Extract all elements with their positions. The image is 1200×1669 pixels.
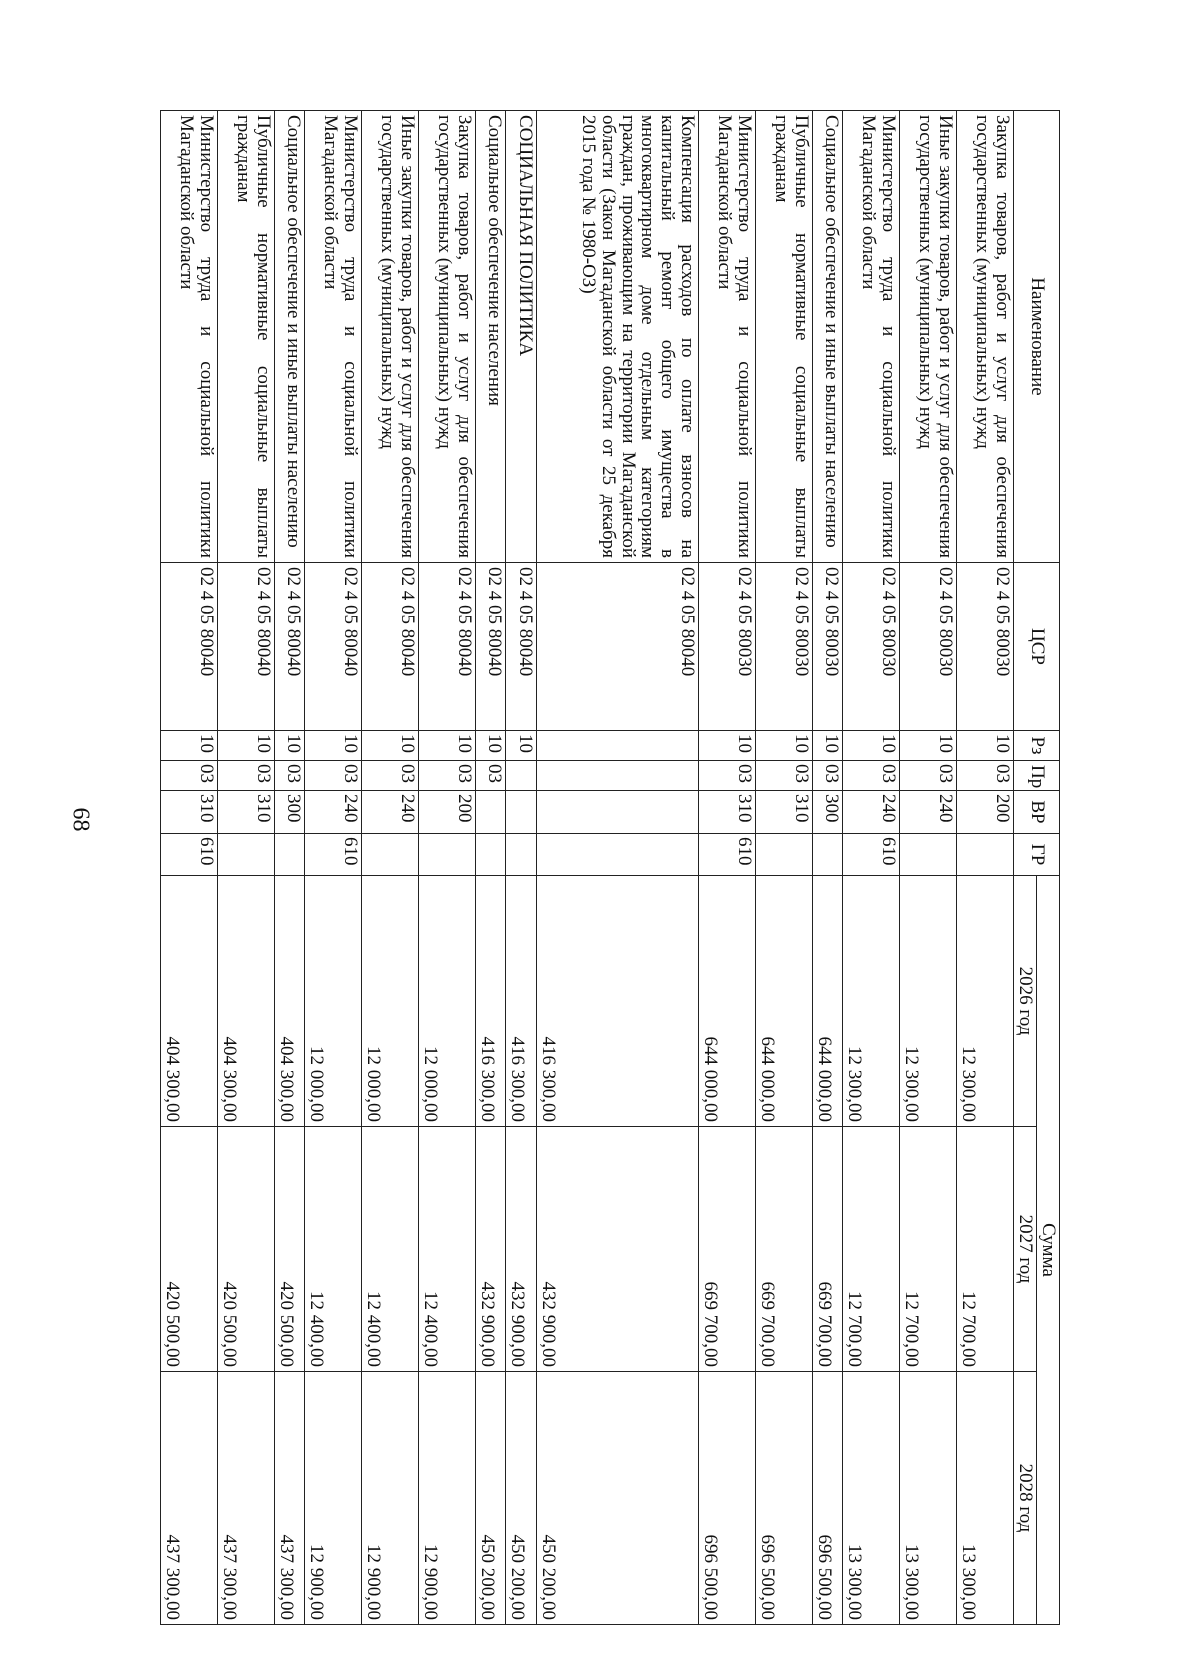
row-gr-cell: [418, 834, 475, 876]
row-2027-cell: 432 900,00: [536, 1127, 699, 1372]
row-pr-cell: 03: [756, 761, 813, 791]
row-pr-cell: 03: [813, 761, 843, 791]
table-row: [506, 111, 536, 1625]
row-csr-cell: 02 4 05 80040: [274, 563, 304, 731]
row-2026-cell: 12 000,00: [418, 876, 475, 1127]
row-2028-cell: 696 500,00: [813, 1372, 843, 1625]
row-name-cell: Министерство труда и социальной политики Магаданской области: [699, 111, 756, 563]
row-name-cell: Министерство труда и социальной политики Магаданской области: [843, 111, 900, 563]
row-gr-cell: [362, 834, 419, 876]
row-2027-cell: 420 500,00: [217, 1127, 274, 1372]
row-2028-cell: 437 300,00: [217, 1372, 274, 1625]
table-row: [957, 111, 1014, 1625]
row-rz-cell: 10: [362, 731, 419, 761]
row-name-cell: Закупка товаров, работ и услуг для обеспечения государственных (муниципальных) нужд: [957, 111, 1014, 563]
row-rz-cell: 10: [161, 731, 218, 761]
page-number: 68: [67, 807, 94, 832]
table-row: [536, 111, 699, 1625]
row-csr-cell: 02 4 05 80040: [536, 563, 699, 731]
budget-table: [160, 110, 1060, 1625]
table-row: [217, 111, 274, 1625]
row-vr-cell: 200: [418, 791, 475, 834]
row-2028-cell: 696 500,00: [756, 1372, 813, 1625]
row-vr-cell: 300: [274, 791, 304, 834]
row-pr-cell: 03: [699, 761, 756, 791]
row-vr-cell: 240: [305, 791, 362, 834]
row-gr-cell: 610: [305, 834, 362, 876]
table-row: [362, 111, 419, 1625]
row-pr-cell: 03: [900, 761, 957, 791]
row-csr-cell: 02 4 05 80030: [813, 563, 843, 731]
row-vr-cell: 310: [161, 791, 218, 834]
row-gr-cell: [957, 834, 1014, 876]
row-csr-cell: 02 4 05 80030: [756, 563, 813, 731]
row-2026-cell: 416 300,00: [506, 876, 536, 1127]
row-2026-cell: 644 000,00: [699, 876, 756, 1127]
row-2026-cell: 404 300,00: [274, 876, 304, 1127]
row-2026-cell: 12 300,00: [900, 876, 957, 1127]
row-2026-cell: 644 000,00: [813, 876, 843, 1127]
row-name-cell: СОЦИАЛЬНАЯ ПОЛИТИКА: [506, 111, 536, 563]
row-2028-cell: 437 300,00: [274, 1372, 304, 1625]
row-pr-cell: 03: [475, 761, 505, 791]
row-2028-cell: 13 300,00: [843, 1372, 900, 1625]
row-pr-cell: 03: [274, 761, 304, 791]
row-2026-cell: 12 000,00: [362, 876, 419, 1127]
row-2027-cell: 420 500,00: [161, 1127, 218, 1372]
row-rz-cell: 10: [217, 731, 274, 761]
row-pr-cell: 03: [305, 761, 362, 791]
row-csr-cell: 02 4 05 80030: [843, 563, 900, 731]
row-2026-cell: 404 300,00: [217, 876, 274, 1127]
row-pr-cell: 03: [161, 761, 218, 791]
row-pr-cell: [536, 761, 699, 791]
row-pr-cell: 03: [362, 761, 419, 791]
row-csr-cell: 02 4 05 80040: [305, 563, 362, 731]
row-2027-cell: 432 900,00: [506, 1127, 536, 1372]
row-gr-cell: [217, 834, 274, 876]
row-rz-cell: 10: [305, 731, 362, 761]
row-gr-cell: 610: [699, 834, 756, 876]
table-row: [813, 111, 843, 1625]
row-name-cell: Закупка товаров, работ и услуг для обеспечения государственных (муниципальных) нужд: [418, 111, 475, 563]
header-rz: Рз: [1014, 731, 1060, 761]
header-gr: ГР: [1014, 834, 1060, 876]
row-pr-cell: [506, 761, 536, 791]
row-vr-cell: 310: [217, 791, 274, 834]
header-name: Наименование: [1014, 111, 1060, 563]
row-csr-cell: 02 4 05 80030: [900, 563, 957, 731]
row-2028-cell: 12 900,00: [362, 1372, 419, 1625]
row-csr-cell: 02 4 05 80040: [161, 563, 218, 731]
header-csr: ЦСР: [1014, 563, 1060, 731]
row-name-cell: Публичные нормативные социальные выплаты гражданам: [217, 111, 274, 563]
row-2028-cell: 450 200,00: [536, 1372, 699, 1625]
row-csr-cell: 02 4 05 80040: [475, 563, 505, 731]
table-row: [475, 111, 505, 1625]
row-gr-cell: [274, 834, 304, 876]
row-rz-cell: 10: [813, 731, 843, 761]
row-csr-cell: 02 4 05 80040: [362, 563, 419, 731]
row-2028-cell: 437 300,00: [161, 1372, 218, 1625]
table-row: [161, 111, 218, 1625]
row-2027-cell: 12 700,00: [900, 1127, 957, 1372]
table-row: [305, 111, 362, 1625]
row-2026-cell: 12 000,00: [305, 876, 362, 1127]
row-pr-cell: 03: [843, 761, 900, 791]
row-vr-cell: [536, 791, 699, 834]
row-vr-cell: 240: [843, 791, 900, 834]
table-row: [756, 111, 813, 1625]
row-vr-cell: 310: [756, 791, 813, 834]
row-name-cell: Министерство труда и социальной политики Магаданской области: [161, 111, 218, 563]
row-vr-cell: [475, 791, 505, 834]
header-row-1: [1037, 111, 1060, 1625]
row-vr-cell: 240: [900, 791, 957, 834]
table-header: [1014, 111, 1060, 1625]
row-2026-cell: 416 300,00: [536, 876, 699, 1127]
row-name-cell: Социальное обеспечение и иные выплаты населению: [274, 111, 304, 563]
row-2026-cell: 12 300,00: [957, 876, 1014, 1127]
row-csr-cell: 02 4 05 80040: [217, 563, 274, 731]
row-rz-cell: 10: [418, 731, 475, 761]
table-row: [418, 111, 475, 1625]
row-gr-cell: 610: [161, 834, 218, 876]
row-2027-cell: 12 400,00: [418, 1127, 475, 1372]
row-2027-cell: 12 700,00: [957, 1127, 1014, 1372]
row-rz-cell: 10: [756, 731, 813, 761]
row-2028-cell: 12 900,00: [305, 1372, 362, 1625]
row-pr-cell: 03: [418, 761, 475, 791]
row-gr-cell: [475, 834, 505, 876]
row-gr-cell: [536, 834, 699, 876]
row-name-cell: Компенсация расходов по оплате взносов на капитальный ремонт общего имущества в многоквартирном доме отдельным категориям граждан, проживающим на территории Магаданской области (Закон Магаданской области от 25 декабря 2015 года № 1980-ОЗ): [536, 111, 699, 563]
row-2027-cell: 12 700,00: [843, 1127, 900, 1372]
row-2027-cell: 669 700,00: [699, 1127, 756, 1372]
row-gr-cell: [756, 834, 813, 876]
header-sum: Сумма: [1037, 876, 1060, 1625]
row-name-cell: Социальное обеспечение населения: [475, 111, 505, 563]
row-rz-cell: 10: [843, 731, 900, 761]
row-rz-cell: [536, 731, 699, 761]
row-2028-cell: 450 200,00: [475, 1372, 505, 1625]
row-csr-cell: 02 4 05 80030: [699, 563, 756, 731]
row-csr-cell: 02 4 05 80040: [418, 563, 475, 731]
row-2027-cell: 669 700,00: [756, 1127, 813, 1372]
table-row: [699, 111, 756, 1625]
row-csr-cell: 02 4 05 80040: [506, 563, 536, 731]
row-2026-cell: 12 300,00: [843, 876, 900, 1127]
row-2026-cell: 404 300,00: [161, 876, 218, 1127]
row-rz-cell: 10: [274, 731, 304, 761]
row-2028-cell: 450 200,00: [506, 1372, 536, 1625]
row-2027-cell: 669 700,00: [813, 1127, 843, 1372]
row-2026-cell: 416 300,00: [475, 876, 505, 1127]
row-csr-cell: 02 4 05 80030: [957, 563, 1014, 731]
row-gr-cell: 610: [843, 834, 900, 876]
rotated-table-stage: [160, 110, 1060, 1624]
row-rz-cell: 10: [699, 731, 756, 761]
row-2027-cell: 432 900,00: [475, 1127, 505, 1372]
row-rz-cell: 10: [900, 731, 957, 761]
row-rz-cell: 10: [506, 731, 536, 761]
row-gr-cell: [900, 834, 957, 876]
header-vr: ВР: [1014, 791, 1060, 834]
header-pr: Пр: [1014, 761, 1060, 791]
budget-table-container: [160, 110, 1060, 1624]
header-2028: 2028 год: [1014, 1372, 1037, 1625]
header-2027: 2027 год: [1014, 1127, 1037, 1372]
row-pr-cell: 03: [217, 761, 274, 791]
row-name-cell: Иные закупки товаров, работ и услуг для обеспечения государственных (муниципальных) нужд: [362, 111, 419, 563]
row-2028-cell: 13 300,00: [900, 1372, 957, 1625]
row-vr-cell: 300: [813, 791, 843, 834]
row-2028-cell: 12 900,00: [418, 1372, 475, 1625]
row-name-cell: Министерство труда и социальной политики Магаданской области: [305, 111, 362, 563]
row-pr-cell: 03: [957, 761, 1014, 791]
row-vr-cell: [506, 791, 536, 834]
row-vr-cell: 240: [362, 791, 419, 834]
row-vr-cell: 310: [699, 791, 756, 834]
table-body: [161, 111, 1014, 1625]
row-2028-cell: 696 500,00: [699, 1372, 756, 1625]
row-name-cell: Иные закупки товаров, работ и услуг для обеспечения государственных (муниципальных) нужд: [900, 111, 957, 563]
row-gr-cell: [506, 834, 536, 876]
row-2028-cell: 13 300,00: [957, 1372, 1014, 1625]
table-row: [274, 111, 304, 1625]
row-rz-cell: 10: [475, 731, 505, 761]
row-2026-cell: 644 000,00: [756, 876, 813, 1127]
row-gr-cell: [813, 834, 843, 876]
row-vr-cell: 200: [957, 791, 1014, 834]
header-2026: 2026 год: [1014, 876, 1037, 1127]
row-2027-cell: 12 400,00: [305, 1127, 362, 1372]
row-2027-cell: 420 500,00: [274, 1127, 304, 1372]
row-name-cell: Публичные нормативные социальные выплаты гражданам: [756, 111, 813, 563]
table-row: [900, 111, 957, 1625]
table-row: [843, 111, 900, 1625]
row-2027-cell: 12 400,00: [362, 1127, 419, 1372]
row-name-cell: Социальное обеспечение и иные выплаты населению: [813, 111, 843, 563]
row-rz-cell: 10: [957, 731, 1014, 761]
